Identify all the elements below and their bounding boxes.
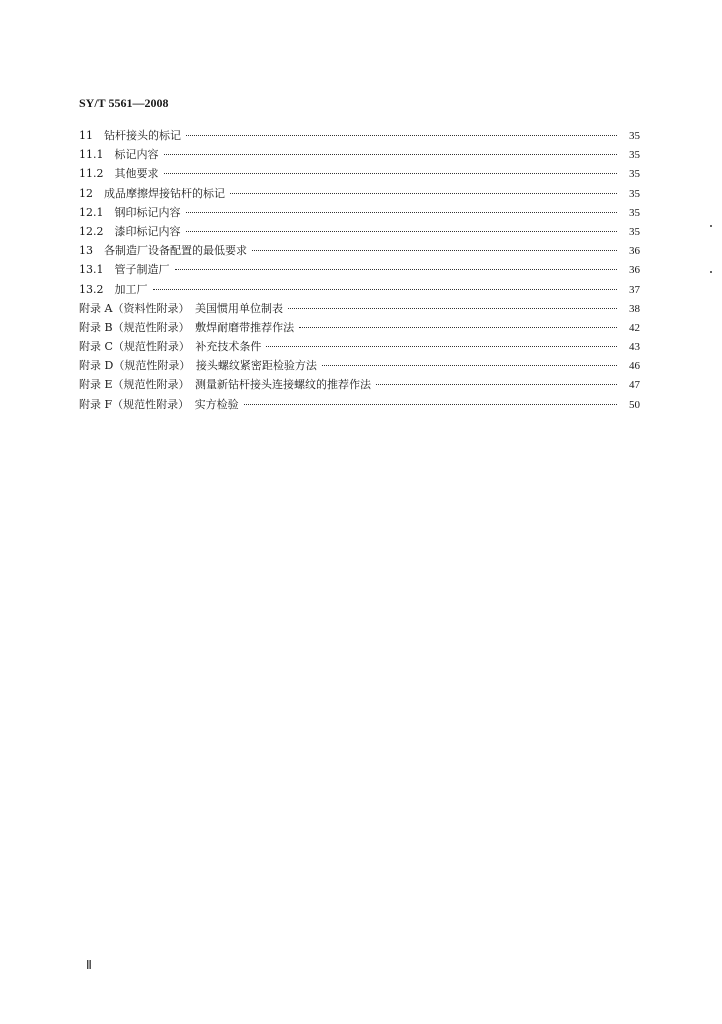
toc-entry[interactable]	[79, 126, 640, 145]
toc-leader-dots	[153, 288, 618, 290]
toc-entry[interactable]	[79, 203, 640, 222]
toc-entry-page: 43	[629, 341, 640, 354]
toc-entry[interactable]	[79, 260, 640, 279]
toc-entry-label: 附录 B（规范性附录） 敷焊耐磨带推荐作法	[79, 320, 295, 334]
toc-entry[interactable]	[79, 337, 640, 356]
scan-speck	[710, 225, 712, 227]
toc-leader-dots	[288, 307, 617, 309]
toc-entry-label: 12 成品摩擦焊接钻杆的标记	[79, 186, 225, 200]
toc-leader-dots	[186, 134, 617, 136]
toc-entry-label: 13 各制造厂设备配置的最低要求	[79, 244, 247, 258]
toc-leader-dots	[164, 172, 618, 174]
toc-entry[interactable]	[79, 299, 640, 318]
toc-entry-page: 47	[629, 379, 640, 392]
toc-entry-page: 35	[629, 206, 640, 219]
toc-leader-dots	[186, 230, 618, 232]
toc-leader-dots	[230, 192, 617, 194]
toc-leader-dots	[266, 345, 617, 347]
toc-entry-label: 12.1 钢印标记内容	[79, 205, 181, 219]
toc-leader-dots	[299, 326, 617, 328]
toc-entry-label: 11 钻杆接头的标记	[79, 129, 181, 142]
toc-entry-label: 11.2 其他要求	[79, 167, 159, 181]
toc-entry-page: 35	[629, 149, 640, 162]
toc-entry[interactable]	[79, 184, 640, 203]
toc-entry[interactable]	[79, 395, 640, 414]
toc-entry-label: 11.1 标记内容	[79, 148, 159, 162]
toc-entry-label: 12.2 漆印标记内容	[79, 224, 181, 238]
toc-entry[interactable]	[79, 375, 640, 394]
toc-leader-dots	[376, 383, 617, 385]
toc-entry-label: 13.1 管子制造厂	[79, 263, 170, 277]
table-of-contents	[79, 126, 640, 414]
toc-entry-page: 37	[629, 283, 640, 296]
toc-entry-page: 46	[629, 360, 640, 373]
toc-leader-dots	[322, 364, 617, 366]
toc-entry-page: 36	[629, 264, 640, 277]
toc-entry-page: 36	[629, 245, 640, 258]
toc-entry-label: 附录 F（规范性附录） 实方检验	[79, 397, 239, 411]
toc-entry-page: 35	[629, 225, 640, 238]
toc-entry-page: 42	[629, 321, 640, 334]
toc-entry-label: 附录 C（规范性附录） 补充技术条件	[79, 340, 262, 354]
scan-speck	[710, 271, 712, 273]
toc-entry[interactable]	[79, 356, 640, 375]
toc-leader-dots	[175, 268, 618, 270]
toc-entry-page: 35	[629, 130, 640, 142]
toc-entry-label: 附录 D（规范性附录） 接头螺纹紧密距检验方法	[79, 359, 317, 373]
toc-entry-label: 附录 E（规范性附录） 测量新钻杆接头连接螺纹的推荐作法	[79, 378, 372, 392]
toc-leader-dots	[252, 249, 617, 251]
toc-entry[interactable]	[79, 241, 640, 260]
toc-entry[interactable]	[79, 318, 640, 337]
toc-entry[interactable]	[79, 222, 640, 241]
toc-leader-dots	[164, 153, 618, 155]
toc-entry-label: 13.2 加工厂	[79, 282, 148, 296]
toc-entry[interactable]	[79, 145, 640, 164]
page-number: Ⅱ	[86, 958, 92, 972]
toc-entry-page: 35	[629, 187, 640, 200]
toc-leader-dots	[244, 403, 617, 405]
toc-entry[interactable]	[79, 164, 640, 183]
toc-entry-page: 35	[629, 168, 640, 181]
toc-entry-label: 附录 A（资料性附录） 美国惯用单位制表	[79, 301, 283, 315]
document-id: SY/T 5561—2008	[79, 96, 169, 110]
toc-entry-page: 50	[629, 398, 640, 411]
toc-entry-page: 38	[629, 302, 640, 315]
toc-leader-dots	[186, 211, 618, 213]
toc-entry[interactable]	[79, 280, 640, 299]
